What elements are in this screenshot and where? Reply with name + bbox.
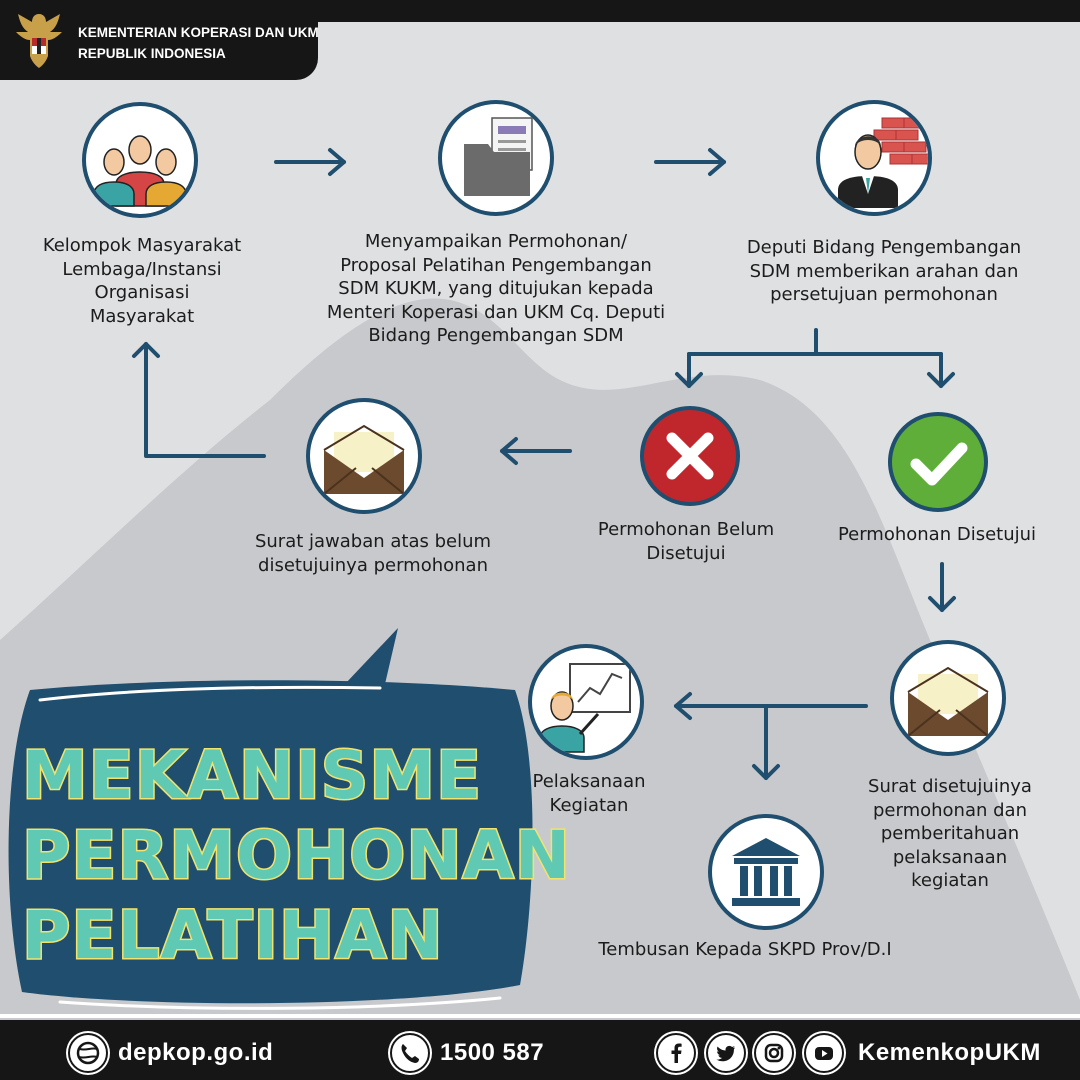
title-line1: MEKANISME	[22, 737, 483, 814]
arrow-rejected-to-letter	[502, 439, 570, 463]
label-approval-letter: Surat disetujuinya permohonan dan pemberitahuan pelaksanaan kegiatan	[868, 776, 1032, 891]
ministry-name-line1: KEMENTERIAN KOPERASI DAN UKM	[78, 25, 319, 40]
presenter-chart-icon	[532, 648, 640, 756]
arrow-group-to-submit	[276, 150, 344, 174]
arrow-submit-to-deputy	[656, 150, 724, 174]
twitter-icon[interactable]	[706, 1033, 746, 1073]
social-handle[interactable]: KemenkopUKM	[858, 1039, 1041, 1066]
submit-node	[438, 100, 554, 216]
group-node	[82, 102, 198, 218]
reject-letter-node	[306, 398, 422, 514]
envelope-icon	[310, 402, 418, 510]
label-reject-letter: Surat jawaban atas belum disetujuinya permohonan	[254, 531, 492, 576]
government-building-icon	[712, 818, 820, 926]
phone-icon[interactable]	[390, 1033, 430, 1073]
ministry-name-line2: REPUBLIK INDONESIA	[78, 46, 226, 61]
label-approved: Permohonan Disetujui	[837, 524, 1037, 545]
title-line3: PELATIHAN	[22, 897, 444, 974]
label-group: Kelompok Masyarakat Lembaga/Instansi Organisasi Masyarakat	[42, 235, 242, 327]
website-link[interactable]: depkop.go.id	[118, 1039, 274, 1066]
youtube-icon[interactable]	[804, 1033, 844, 1073]
deputy-node	[816, 100, 932, 216]
arrow-letter-to-execution	[676, 694, 866, 778]
facebook-icon[interactable]	[656, 1033, 696, 1073]
people-group-icon	[86, 106, 194, 214]
label-rejected: Permohonan Belum Disetujui	[597, 519, 775, 564]
footer-divider	[0, 1012, 1080, 1020]
approved-check-icon	[886, 410, 990, 514]
copy-node	[708, 814, 824, 930]
official-with-bricks-icon	[820, 104, 928, 212]
title-line2: PERMOHONAN	[22, 817, 571, 894]
label-copy: Tembusan Kepada SKPD Prov/D.I	[598, 939, 892, 960]
label-deputy: Deputi Bidang Pengembangan SDM memberikan arahan dan persetujuan permohonan	[746, 237, 1022, 305]
phone-number[interactable]: 1500 587	[440, 1039, 545, 1066]
folder-document-icon	[442, 104, 550, 212]
execution-node	[528, 644, 644, 760]
envelope-icon	[894, 644, 1002, 752]
arrow-letter-to-group	[134, 344, 264, 456]
approval-letter-node	[890, 640, 1006, 756]
instagram-icon[interactable]	[754, 1033, 794, 1073]
arrow-deputy-split	[677, 330, 953, 386]
rejected-x-icon	[638, 404, 742, 508]
label-submit: Menyampaikan Permohonan/ Proposal Pelatihan Pengembangan SDM KUKM, yang ditujukan kepada Menteri Koperasi dan UKM Cq. Deputi Bidang Pengembangan SDM	[326, 231, 666, 346]
globe-icon[interactable]	[68, 1033, 108, 1073]
arrow-approved-to-letter	[930, 564, 954, 610]
label-execution: Pelaksanaan Kegiatan	[532, 771, 646, 816]
